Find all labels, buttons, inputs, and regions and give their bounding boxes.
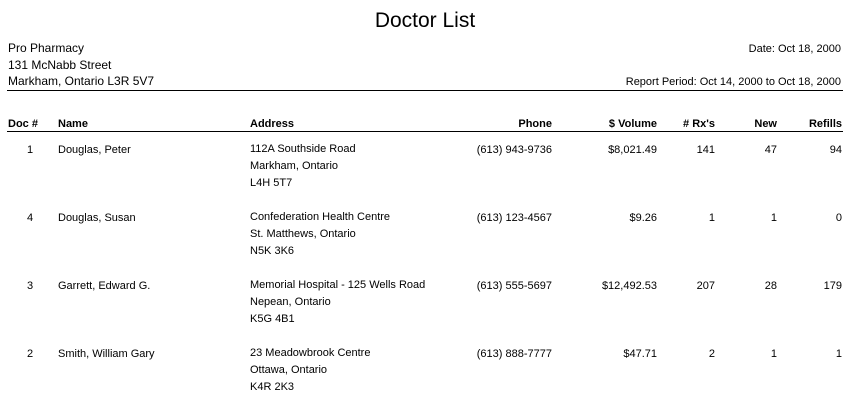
table-row-doc-number: 4 <box>26 212 34 224</box>
column-header-divider <box>7 131 843 132</box>
address-line: Nepean, Ontario <box>250 296 331 308</box>
column-header-name: Name <box>58 118 88 130</box>
pharmacy-city: Markham, Ontario L3R 5V7 <box>8 74 155 88</box>
table-row-rx-count: 207 <box>696 280 715 292</box>
table-row-new-count: 28 <box>764 280 777 292</box>
column-header-volume: $ Volume <box>608 118 657 130</box>
column-header-new: New <box>754 118 777 130</box>
table-row-address <box>250 141 480 192</box>
column-header-phone: Phone <box>518 118 552 130</box>
column-header-rx: # Rx's <box>683 118 715 130</box>
table-row-volume: $12,492.53 <box>601 280 657 292</box>
table-row-doc-number: 2 <box>26 348 34 360</box>
table-row-rx-count: 2 <box>708 348 715 360</box>
table-row-volume: $9.26 <box>629 212 657 224</box>
table-row-doc-number: 3 <box>26 280 34 292</box>
address-line: K4R 2K3 <box>250 381 295 393</box>
table-row-phone: (613) 123-4567 <box>476 212 552 224</box>
address-line: N5K 3K6 <box>250 245 295 257</box>
table-row-rx-count: 141 <box>696 144 715 156</box>
table-row-name: Smith, William Gary <box>58 348 155 360</box>
header-divider <box>7 90 843 91</box>
table-row-new-count: 47 <box>764 144 777 156</box>
table-row-new-count: 1 <box>770 348 777 360</box>
column-header-address: Address <box>250 118 295 130</box>
address-line: Markham, Ontario <box>250 160 339 172</box>
address-line: Ottawa, Ontario <box>250 364 328 376</box>
table-row-rx-count: 1 <box>708 212 715 224</box>
table-row-name: Douglas, Peter <box>58 144 131 156</box>
address-line: 112A Southside Road <box>250 143 356 155</box>
address-line: St. Matthews, Ontario <box>250 228 356 240</box>
table-row-volume: $47.71 <box>623 348 657 360</box>
table-row-phone: (613) 888-7777 <box>476 348 552 360</box>
table-row-name: Douglas, Susan <box>58 212 136 224</box>
report-period: Report Period: Oct 14, 2000 to Oct 18, 2000 <box>625 76 841 88</box>
table-row-refills-count: 1 <box>835 348 842 360</box>
column-header-refills: Refills <box>808 118 842 130</box>
table-row-doc-number: 1 <box>26 144 34 156</box>
table-row-new-count: 1 <box>770 212 777 224</box>
table-row-address <box>250 345 480 396</box>
address-line: Confederation Health Centre <box>250 211 391 223</box>
report-date: Date: Oct 18, 2000 <box>748 43 841 55</box>
report-title: Doctor List <box>374 9 476 32</box>
table-row-refills-count: 94 <box>829 144 842 156</box>
table-row-address <box>250 209 480 260</box>
pharmacy-name: Pro Pharmacy <box>8 41 85 55</box>
pharmacy-street: 131 McNabb Street <box>8 58 112 72</box>
address-line: 23 Meadowbrook Centre <box>250 347 371 359</box>
table-row-address <box>250 277 480 328</box>
address-line: Memorial Hospital - 125 Wells Road <box>250 279 426 291</box>
table-row-refills-count: 0 <box>835 212 842 224</box>
address-line: K5G 4B1 <box>250 313 295 325</box>
table-row-phone: (613) 555-5697 <box>476 280 552 292</box>
table-row-phone: (613) 943-9736 <box>476 144 552 156</box>
table-row-refills-count: 179 <box>823 280 842 292</box>
column-header-doc: Doc # <box>8 118 38 130</box>
table-row-name: Garrett, Edward G. <box>58 280 151 292</box>
table-row-volume: $8,021.49 <box>608 144 657 156</box>
address-line: L4H 5T7 <box>250 177 293 189</box>
